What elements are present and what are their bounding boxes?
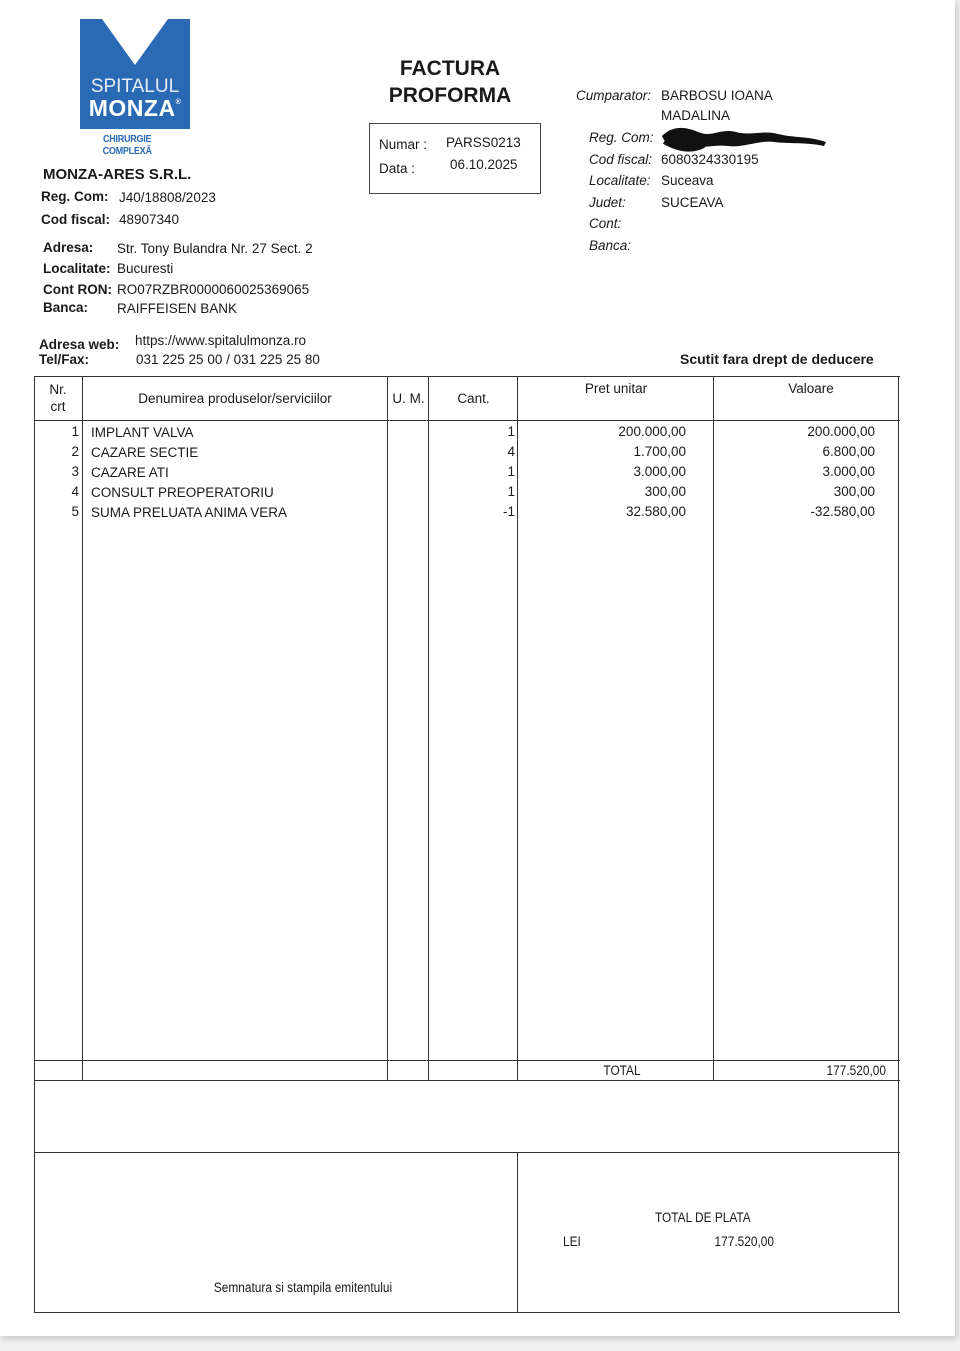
- row-denumire: CAZARE SECTIE: [91, 445, 199, 460]
- row-cant: 1: [507, 464, 515, 479]
- logo-tagline: CHIRURGIE COMPLEXĂ: [102, 133, 152, 157]
- header-cant: Cant.: [457, 391, 490, 406]
- logo-text-monza: [80, 95, 190, 122]
- seller-web[interactable]: https://www.spitalulmonza.ro: [135, 333, 307, 348]
- seller-tel: 031 225 25 00 / 031 225 25 80: [136, 352, 320, 367]
- seller-localitate-label: Localitate:: [43, 261, 111, 276]
- seller-banca-label: Banca:: [43, 300, 89, 315]
- hospital-logo: [80, 19, 190, 129]
- row-nr: 3: [71, 464, 79, 479]
- buyer-cod-fiscal: 6080324330195: [661, 152, 759, 167]
- buyer-localitate: Suceava: [661, 173, 714, 188]
- row-cant: 1: [507, 424, 515, 439]
- row-nr: 2: [71, 444, 79, 459]
- row-cant: 1: [507, 484, 515, 499]
- table-border-top: [34, 376, 900, 377]
- buyer-judet: SUCEAVA: [661, 195, 724, 210]
- row-valoare: 3.000,00: [822, 464, 875, 479]
- seller-cont: RO07RZBR0000060025369065: [117, 282, 310, 297]
- buyer-localitate-label: Localitate:: [589, 173, 651, 188]
- table-header-divider: [34, 420, 900, 421]
- seller-cod-fiscal-label: Cod fiscal:: [41, 212, 111, 227]
- row-pret: 1.700,00: [633, 444, 686, 459]
- row-valoare: 6.800,00: [822, 444, 875, 459]
- row-valoare: -32.580,00: [810, 504, 875, 519]
- header-nr: Nr.: [49, 382, 67, 397]
- row-nr: 5: [71, 504, 79, 519]
- buyer-name-line1: BARBOSU IOANA: [661, 88, 773, 103]
- seller-reg-com-label: Reg. Com:: [41, 189, 109, 204]
- table-total-divider: [34, 1060, 900, 1061]
- buyer-reg-com-label: Reg. Com:: [589, 130, 654, 145]
- col-divider-nr: [82, 376, 83, 1081]
- seller-adresa: Str. Tony Bulandra Nr. 27 Sect. 2: [117, 241, 313, 256]
- col-divider-um: [428, 376, 429, 1081]
- row-pret: 200.000,00: [618, 424, 686, 439]
- total-label: TOTAL: [603, 1063, 641, 1078]
- seller-cod-fiscal: 48907340: [119, 212, 180, 227]
- seller-tel-label: Tel/Fax:: [39, 352, 90, 367]
- total-de-plata-value: 177.520,00: [714, 1234, 774, 1249]
- invoice-date: 06.10.2025: [450, 157, 518, 172]
- logo-text-spitalul: SPITALUL: [90, 76, 180, 97]
- col-divider-denumire: [387, 376, 388, 1081]
- row-cant: -1: [502, 504, 515, 519]
- row-denumire: CONSULT PREOPERATORIU: [91, 485, 274, 500]
- header-um: U. M.: [392, 391, 425, 406]
- currency-label: LEI: [563, 1234, 581, 1249]
- row-pret: 3.000,00: [633, 464, 686, 479]
- row-pret: 32.580,00: [625, 504, 686, 519]
- redaction-scribble: [658, 120, 828, 154]
- table-border-right: [898, 376, 899, 1313]
- row-nr: 1: [71, 424, 79, 439]
- buyer-cont-label: Cont:: [589, 216, 622, 231]
- footer-top-line: [34, 1152, 900, 1153]
- footer-bottom-line: [34, 1312, 900, 1313]
- signature-label: Semnatura si stampila emitentului: [213, 1280, 393, 1295]
- seller-reg-com: J40/18808/2023: [119, 190, 216, 205]
- row-denumire: CAZARE ATI: [91, 465, 169, 480]
- seller-web-label: Adresa web:: [39, 337, 120, 352]
- document-title-line2: PROFORMA: [388, 84, 512, 107]
- row-valoare: 200.000,00: [807, 424, 875, 439]
- buyer-judet-label: Judet:: [589, 195, 626, 210]
- seller-banca: RAIFFEISEN BANK: [117, 301, 238, 316]
- registered-mark: ®: [175, 99, 182, 106]
- header-valoare: Valoare: [788, 381, 834, 396]
- header-denumire: Denumirea produselor/serviciilor: [138, 391, 332, 406]
- buyer-banca-label: Banca:: [589, 238, 632, 253]
- col-divider-pret: [713, 376, 714, 1081]
- seller-localitate: Bucuresti: [117, 261, 174, 276]
- buyer-name-line2: MADALINA: [661, 108, 731, 123]
- total-de-plata-label: TOTAL DE PLATA: [655, 1210, 751, 1225]
- document-title-line1: FACTURA: [399, 57, 501, 80]
- vat-exemption-note: Scutit fara drept de deducere: [680, 351, 874, 367]
- row-denumire: IMPLANT VALVA: [91, 425, 194, 440]
- header-crt: crt: [50, 399, 66, 414]
- col-divider-cant: [517, 376, 518, 1081]
- row-cant: 4: [507, 444, 515, 459]
- buyer-cod-fiscal-label: Cod fiscal:: [589, 152, 653, 167]
- seller-cont-label: Cont RON:: [43, 282, 112, 297]
- row-valoare: 300,00: [833, 484, 875, 499]
- invoice-date-label: Data :: [379, 161, 416, 176]
- total-value: 177.520,00: [826, 1063, 886, 1078]
- invoice-number: PARSS0213: [446, 135, 521, 150]
- row-nr: 4: [71, 484, 79, 499]
- seller-adresa-label: Adresa:: [43, 240, 94, 255]
- logo-m-notch: [102, 19, 168, 65]
- header-pret-unitar: Pret unitar: [584, 381, 648, 396]
- invoice-number-label: Numar :: [379, 137, 428, 152]
- table-total-bottom: [34, 1080, 900, 1081]
- invoice-number-box: [369, 123, 541, 194]
- seller-name: MONZA-ARES S.R.L.: [43, 166, 192, 183]
- row-pret: 300,00: [644, 484, 686, 499]
- logo-monza-word: MONZA: [88, 95, 176, 121]
- buyer-label: Cumparator:: [576, 88, 652, 103]
- row-denumire: SUMA PRELUATA ANIMA VERA: [91, 505, 288, 520]
